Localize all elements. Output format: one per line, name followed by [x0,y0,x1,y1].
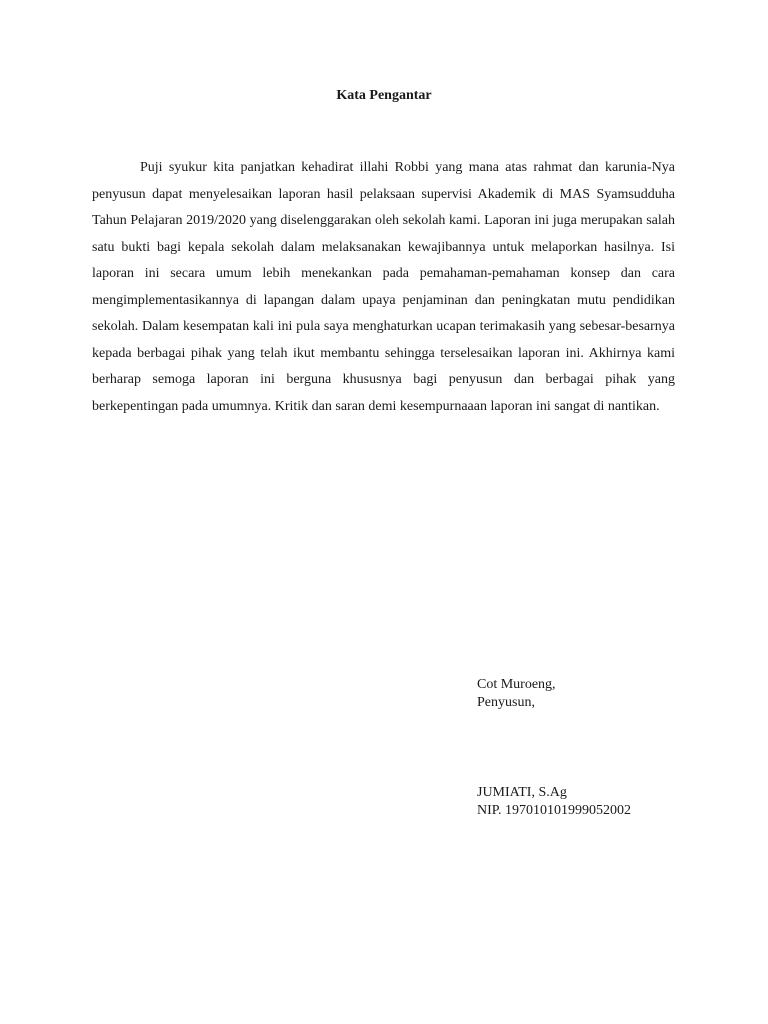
signature-nip: NIP. 197010101999052002 [477,803,632,818]
signature-place: Cot Muroeng, [477,677,556,692]
signature-name: JUMIATI, S.Ag [477,785,567,800]
page-title: Kata Pengantar [336,88,432,103]
signature-role: Penyusun, [477,695,535,710]
body-paragraph: Puji syukur kita panjatkan kehadirat illahi Robbi yang mana atas rahmat dan karunia-Nya penyusun dapat menyelesaikan laporan hasil pelaksaan supervisi Akademik di MAS Syamsudduha Tahun Pelajaran 2019/2020 yang diselenggarakan oleh sekolah kami. Laporan ini juga merupakan salah satu bukti bagi kepala sekolah dalam melaksanakan kewajibannya untuk melaporkan hasilnya. Isi laporan ini secara umum lebih menekankan pada pemahaman-pemahaman konsep dan cara mengimplementasikannya di lapangan dalam upaya penjaminan dan peningkatan mutu pendidikan sekolah. Dalam kesempatan kali ini pula saya menghaturkan ucapan terimakasih yang sebesar-besarnya kepada berbagai pihak yang telah ikut membantu sehingga terselesaikan laporan ini. Akhirnya kami berharap semoga laporan ini berguna khususnya bagi penyusun dan berbagai pihak yang berkepentingan pada umumnya. Kritik dan saran demi kesempurnaaan laporan ini sangat di nantikan. [92,160,675,414]
